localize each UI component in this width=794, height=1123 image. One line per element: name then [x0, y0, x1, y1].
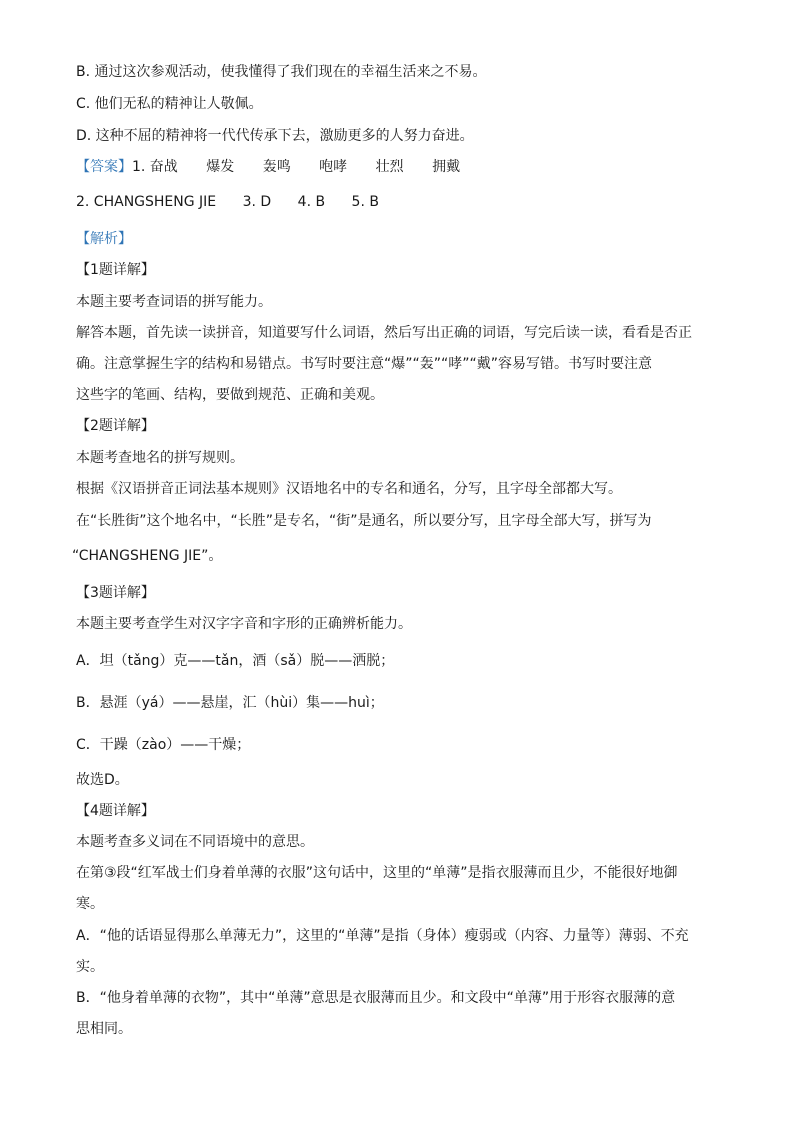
answer-item: 5. B	[351, 194, 379, 210]
answer-word: 咆哮	[319, 159, 348, 175]
q1-title: 【1题详解】	[76, 262, 155, 278]
answer-word: 轰鸣	[262, 159, 291, 175]
q2-line: 本题考查地名的拼写规则。	[76, 450, 244, 466]
q4-line: 寒。	[76, 896, 104, 912]
q4-line: A．“他的话语显得那么单薄无力”，这里的“单薄”是指（身体）瘦弱或（内容、力量等）薄弱、不充	[76, 928, 689, 944]
q1-line: 这些字的笔画、结构，要做到规范、正确和美观。	[76, 387, 384, 403]
q1-line: 确。注意掌握生字的结构和易错点。书写时要注意“爆”“轰”“哮”“戴”容易写错。书写时要注意	[76, 356, 653, 372]
q1-line: 本题主要考查词语的拼写能力。	[76, 294, 272, 310]
q2-title: 【2题详解】	[76, 418, 155, 434]
q1-line: 解答本题，首先读一读拼音，知道要写什么词语，然后写出正确的词语，写完后读一读，看看是否正	[76, 325, 692, 341]
q3-line: A．坦（tǎng）克——tǎn，酒（sǎ）脱——洒脱；	[76, 653, 395, 669]
q2-line: 在“长胜街”这个地名中，“长胜”是专名，“街”是通名，所以要分写，且字母全部大写，拼写为	[76, 513, 652, 529]
q4-line: 在第③段“红军战士们身着单薄的衣服”这句话中，这里的“单薄”是指衣服薄而且少，不能很好地御	[76, 865, 678, 881]
answer-row	[76, 157, 460, 177]
answer-word: 拥戴	[432, 159, 461, 175]
q3-line: 本题主要考查学生对汉字字音和字形的正确辨析能力。	[76, 616, 412, 632]
q2-line: “CHANGSHENG JIE”。	[72, 548, 223, 564]
option-d-line: D. 这种不屈的精神将一代代传承下去，激励更多的人努力奋进。	[76, 128, 474, 144]
q2-line: 根据《汉语拼音正词法基本规则》汉语地名中的专名和通名，分写，且字母全部都大写。	[76, 481, 622, 497]
analysis-label: 【解析】	[76, 231, 132, 247]
q4-line: 本题考查多义词在不同语境中的意思。	[76, 834, 314, 850]
q3-line: 故选D。	[76, 772, 129, 788]
answer-item: 3. D	[242, 194, 272, 210]
answer-row-2	[76, 192, 379, 212]
answer-word: 壮烈	[375, 159, 404, 175]
q3-title: 【3题详解】	[76, 585, 155, 601]
q3-line: C．干躁（zào）——干燥；	[76, 737, 251, 753]
q3-line: B．悬涯（yá）——悬崖，汇（hùi）集——huì；	[76, 695, 384, 711]
q4-title: 【4题详解】	[76, 803, 155, 819]
answer-item-1: 1. 奋战	[132, 159, 178, 175]
answer-label: 【答案】	[76, 159, 132, 175]
answer-item: 2. CHANGSHENG JIE	[76, 194, 217, 210]
q4-line: B．“他身着单薄的衣物”，其中“单薄”意思是衣服薄而且少。和文段中“单薄”用于形容衣服薄的意	[76, 990, 676, 1006]
option-b-line: B. 通过这次参观活动，使我懂得了我们现在的幸福生活来之不易。	[76, 64, 487, 80]
answer-word: 爆发	[206, 159, 235, 175]
answer-item: 4. B	[297, 194, 326, 210]
q4-line: 思相同。	[76, 1021, 132, 1037]
option-c-line: C. 他们无私的精神让人敬佩。	[76, 96, 263, 112]
q4-line: 实。	[76, 959, 104, 975]
